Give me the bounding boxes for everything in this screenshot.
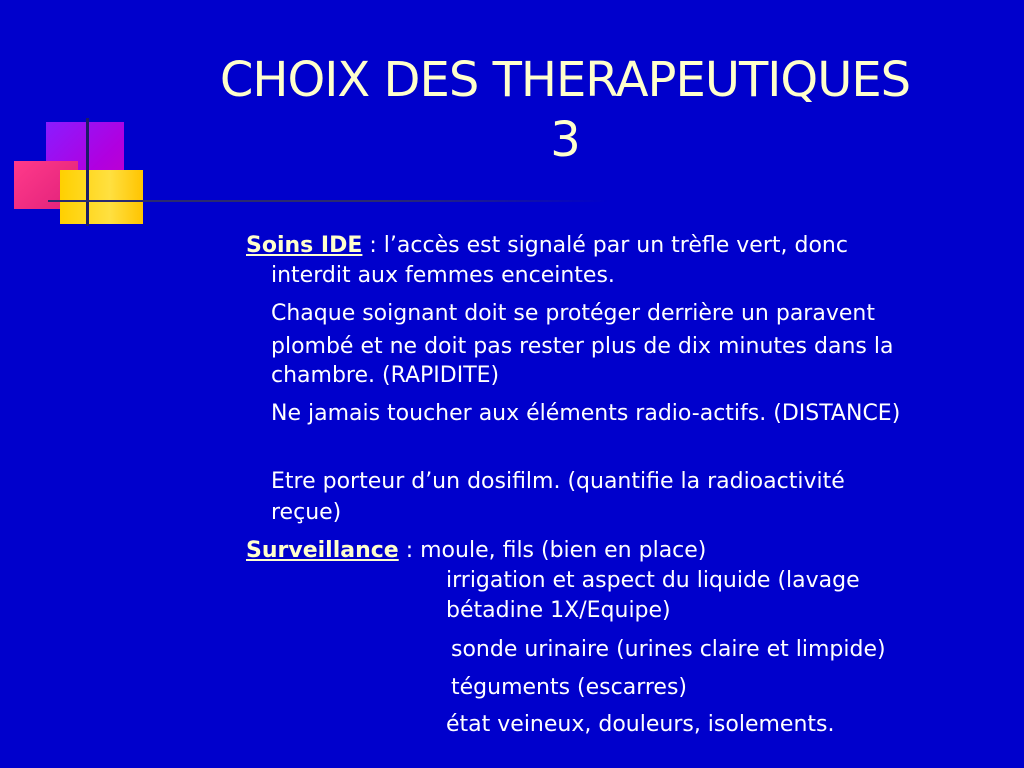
decor-square-yellow [60, 170, 143, 224]
decor-line-horizontal [48, 200, 608, 202]
title-line-1: CHOIX DES THERAPEUTIQUES [219, 52, 911, 108]
surveillance-heading: Surveillance [246, 538, 399, 563]
surveillance-line-5: téguments (escarres) [451, 675, 688, 700]
surveillance-line-1 [246, 537, 706, 564]
soins-p2-line-1: Chaque soignant doit se protéger derrière un paravent [271, 301, 875, 326]
soins-p4-line-1: Etre porteur d’un dosifilm. (quantifie la radioactivité [271, 469, 845, 494]
surveillance-line-2: irrigation et aspect du liquide (lavage [446, 568, 860, 593]
soins-p2-line-2: plombé et ne doit pas rester plus de dix minutes dans la [271, 334, 894, 359]
soins-p3-line-1: Ne jamais toucher aux éléments radio-actifs. (DISTANCE) [271, 401, 901, 426]
soins-line-1 [246, 232, 848, 259]
surveillance-line-3: bétadine 1X/Equipe) [446, 598, 671, 623]
surveillance-text-1: : moule, fils (bien en place) [398, 538, 707, 563]
soins-p4-line-2: reçue) [271, 500, 342, 525]
decor-line-vertical [86, 118, 89, 226]
soins-line-2: interdit aux femmes enceintes. [271, 263, 615, 288]
surveillance-line-6: état veineux, douleurs, isolements. [446, 712, 835, 737]
slide-title [130, 50, 1000, 170]
soins-p2-line-3: chambre. (RAPIDITE) [271, 363, 500, 388]
title-line-2: 3 [550, 112, 580, 168]
soins-text-1: : l’accès est signalé par un trèfle vert, donc [362, 233, 848, 258]
soins-heading: Soins IDE [246, 233, 363, 258]
surveillance-line-4: sonde urinaire (urines claire et limpide) [451, 637, 886, 662]
